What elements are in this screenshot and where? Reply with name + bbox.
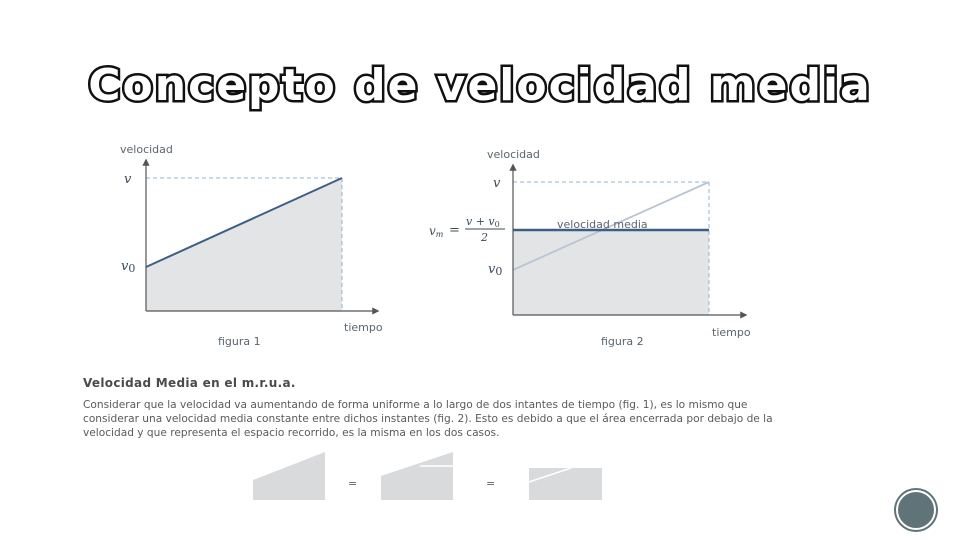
- fig2-y-axis-label: velocidad: [487, 148, 540, 161]
- slide-badge: [896, 490, 936, 530]
- shape-split-trapezoid: [381, 452, 453, 500]
- fig1-y-axis-label: velocidad: [120, 143, 173, 156]
- area-equality: [253, 452, 602, 500]
- formula-denominator: 2: [481, 231, 488, 244]
- section-paragraph: Considerar que la velocidad va aumentando de forma uniforme a lo largo de dos intantes de tiempo (fig. 1), es lo mismo que considerar una velocidad media constante entre dichos instantes (fig. 2). Esto es debido a que el área encerrada por debajo de la velocidad y que representa el espacio recorrido, es la misma en los dos casos.: [83, 399, 773, 439]
- formula-numerator: v + v0: [466, 215, 500, 229]
- shape-rectangle: [529, 468, 602, 500]
- equals-sign-2: =: [486, 477, 496, 490]
- formula-lhs: vm: [429, 224, 444, 239]
- figure-2: [429, 148, 751, 348]
- explanation-block: [83, 376, 783, 440]
- page-title: Concepto de velocidad media: [88, 60, 872, 111]
- fig1-v-label: v: [124, 172, 132, 187]
- fig2-mean-formula: [429, 215, 505, 244]
- figure-1: [120, 143, 383, 348]
- shape-trapezoid: [253, 452, 325, 500]
- fig2-x-axis-label: tiempo: [712, 326, 751, 339]
- fig2-area: [513, 230, 709, 315]
- fig1-caption: figura 1: [218, 335, 261, 348]
- fig2-v0-label: v0: [488, 262, 503, 278]
- equals-sign-1: =: [348, 477, 358, 490]
- fig1-area: [146, 178, 342, 311]
- fig1-v0-label: v0: [121, 259, 136, 275]
- fig2-v-label: v: [493, 176, 501, 191]
- fig2-caption: figura 2: [601, 335, 644, 348]
- fig2-mean-label: velocidad media: [557, 218, 648, 231]
- formula-equals: =: [449, 223, 460, 238]
- section-heading: Velocidad Media en el m.r.u.a.: [83, 376, 296, 390]
- fig1-x-axis-label: tiempo: [344, 321, 383, 334]
